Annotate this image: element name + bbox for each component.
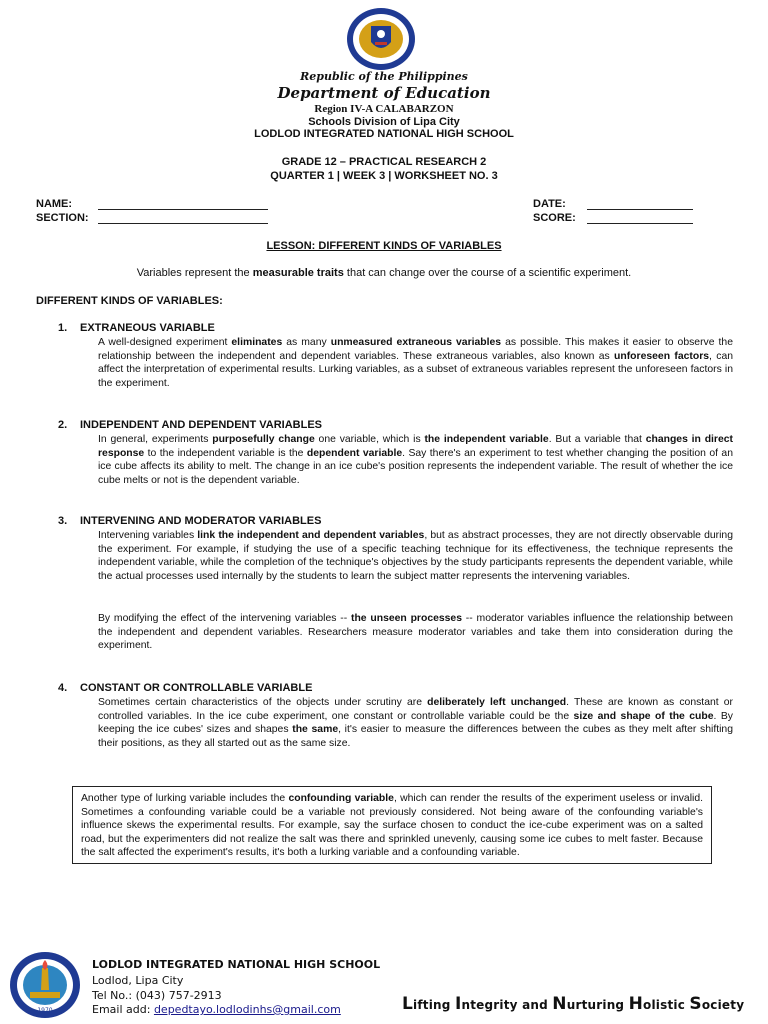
quarter-line: QUARTER 1 | WEEK 3 | WORKSHEET NO. 3 <box>270 170 498 182</box>
date-blank[interactable] <box>587 199 693 210</box>
section-number: 4. <box>58 682 68 694</box>
motto-rest: ociety <box>701 998 745 1012</box>
motto-cap: L <box>402 994 414 1014</box>
grade-line: GRADE 12 – PRACTICAL RESEARCH 2 <box>281 156 487 168</box>
emphasis-text: link the independent and dependent variables <box>197 530 425 541</box>
emphasis-text: eliminates <box>231 337 283 348</box>
name-blank[interactable] <box>98 199 268 210</box>
lesson-title: LESSON: DIFFERENT KINDS OF VARIABLES <box>266 240 502 252</box>
section-number: 1. <box>58 322 68 334</box>
section-number: 2. <box>58 419 68 431</box>
motto-rest: ifting <box>413 998 455 1012</box>
section-title: EXTRANEOUS VARIABLE <box>80 322 215 334</box>
body-text: as possible. This makes it easier to observe the relationship between the independent and dependent variables. These extraneous variables, also known as <box>98 337 733 362</box>
intro-text <box>0 267 768 279</box>
motto-word <box>454 994 523 1014</box>
region-line: Region IV-A CALABARZON <box>314 103 454 115</box>
motto-word <box>689 994 745 1014</box>
section-title: CONSTANT OR CONTROLLABLE VARIABLE <box>80 682 313 694</box>
section-title: INDEPENDENT AND DEPENDENT VARIABLES <box>80 419 323 431</box>
name-label: NAME: <box>36 198 73 210</box>
footer-school: LODLOD INTEGRATED NATIONAL HIGH SCHOOL <box>92 958 381 971</box>
motto-rest: and <box>522 998 553 1012</box>
motto-rest: ntegrity <box>461 998 523 1012</box>
body-text: . Say there's an experiment to test whether changing the position of an ice cube affects its ability to melt. The change in an ice cube's position represents the independent variable. The result of whether the ice cube melts or not is the dependent variable. <box>98 447 733 486</box>
footer-email-line <box>92 1003 341 1016</box>
motto-rest: urturing <box>566 998 629 1012</box>
paragraph <box>98 336 733 390</box>
school-motto <box>402 994 744 1014</box>
emphasis-text: changes in direct response <box>98 434 733 459</box>
body-text: to the independent variable is the <box>144 447 307 459</box>
section-label: SECTION: <box>36 212 89 224</box>
body-text: By modifying the effect of the intervening variables -- <box>98 613 351 624</box>
name-field[interactable] <box>36 198 268 210</box>
body-text: , it's easier to measure the differences between the cubes as they melt after shifting their positions, as they all started out as the same size. <box>98 724 733 749</box>
date-label: DATE: <box>533 198 566 210</box>
body-text: Intervening variables <box>98 530 198 541</box>
email-link[interactable]: depedtayo.lodlodinhs@gmail.com <box>153 1003 341 1016</box>
emphasis-text: the independent variable <box>424 434 549 445</box>
emphasis-text: unmeasured extraneous variables <box>330 337 502 348</box>
body-text: A well-designed experiment <box>98 337 232 348</box>
section-heading <box>58 322 215 334</box>
score-label: SCORE: <box>533 212 576 224</box>
motto-cap: I <box>454 994 462 1014</box>
intro-post: that can change over the course of a scientific experiment. <box>343 267 632 279</box>
email-label: Email add: <box>92 1003 154 1016</box>
body-text: one variable, which is <box>314 434 425 445</box>
section-heading <box>58 682 312 694</box>
republic-line: Republic of the Philippines <box>300 70 468 83</box>
logo-year: 1970 <box>37 1007 53 1014</box>
section-heading <box>58 419 322 431</box>
body-text: Another type of lurking variable includes the <box>81 793 289 804</box>
emphasis-text: purposefully change <box>212 434 315 445</box>
motto-cap: S <box>689 994 702 1014</box>
body-text: . But a variable that <box>548 434 646 445</box>
body-text: , can affect the interpretation of experimental results. Lurking variables, as a subset of extraneous variables represent the unforeseen factors in the experiment. <box>98 350 734 389</box>
body-text: , but as abstract processes, they are not directly observable during the experiment. For example, if studying the use of a specific teaching technique for its effectiveness, the technique represents the independent variable, while the completion of the technique's objectives by the study participants represents the dependent variable, while the actual processes used internally by the students to learn the subject matter represents the intervening variables. <box>98 530 733 582</box>
paragraph <box>98 433 733 487</box>
department-title: Department of Education <box>277 84 491 102</box>
motto-word <box>402 994 455 1014</box>
emphasis-text: deliberately left unchanged <box>427 697 567 708</box>
school-line: LODLOD INTEGRATED NATIONAL HIGH SCHOOL <box>254 128 514 140</box>
confounding-variable-note <box>72 786 712 864</box>
emphasis-text: the unseen processes <box>351 613 462 624</box>
score-blank[interactable] <box>587 213 693 224</box>
motto-cap: N <box>552 994 567 1014</box>
body-text: Sometimes certain characteristics of the objects under scrutiny are <box>98 697 428 708</box>
body-text: as many <box>282 337 331 348</box>
body-text: . These are known as constant or controlled variables. In the ice cube experiment, one constant or controllable variable could be the <box>98 697 733 722</box>
body-text: -- moderator variables influence the relationship between the independent and dependent variables. Researchers measure moderator variables and take them into consideration during the experiment. <box>98 613 733 651</box>
emphasis-text: unforeseen factors <box>614 350 710 362</box>
body-text: In general, experiments <box>98 434 213 445</box>
section-blank[interactable] <box>98 213 268 224</box>
footer-tel: Tel No.: (043) 757-2913 <box>92 989 222 1002</box>
emphasis-text: dependent variable <box>306 447 403 459</box>
footer-address: Lodlod, Lipa City <box>92 974 184 987</box>
body-text: , which can render the results of the experiment useless or invalid. Sometimes a confounding variable could be a variable not previously considered. Not being aware of the confounding variable's influence skews the experimental results. For example, say the surface chosen to conduct the ice-cube experiment was on a salted road, but the experimenters did not realize the salt was there and sprinkled unevenly, causing some ice cubes to melt faster. Because the salt affected the experiment's results, it's both a lurking variable and a confounding variable. <box>81 793 703 858</box>
motto-cap: H <box>628 994 644 1014</box>
intro-bold: measurable traits <box>252 267 344 279</box>
section-title: INTERVENING AND MODERATOR VARIABLES <box>80 515 322 527</box>
emphasis-text: size and shape of the cube <box>573 710 714 722</box>
body-text: . By keeping the ice cubes' sizes and shapes <box>98 710 733 735</box>
kinds-heading: DIFFERENT KINDS OF VARIABLES: <box>36 295 223 307</box>
motto-word <box>552 994 629 1014</box>
school-logo-icon <box>8 950 83 1020</box>
emphasis-text: confounding variable <box>288 793 394 804</box>
paragraph <box>98 529 733 583</box>
motto-rest: olistic <box>643 998 690 1012</box>
intro-pre: Variables represent the <box>136 267 253 279</box>
paragraph <box>98 612 733 653</box>
deped-seal-icon <box>345 6 417 72</box>
date-field[interactable] <box>533 198 693 210</box>
section-number: 3. <box>58 515 68 527</box>
score-field[interactable] <box>533 212 693 224</box>
emphasis-text: the same <box>292 724 339 735</box>
section-heading <box>58 515 321 527</box>
section-field[interactable] <box>36 212 268 224</box>
motto-word <box>628 994 690 1014</box>
paragraph <box>98 696 733 750</box>
motto-word <box>522 998 552 1012</box>
division-line: Schools Division of Lipa City <box>308 116 460 128</box>
